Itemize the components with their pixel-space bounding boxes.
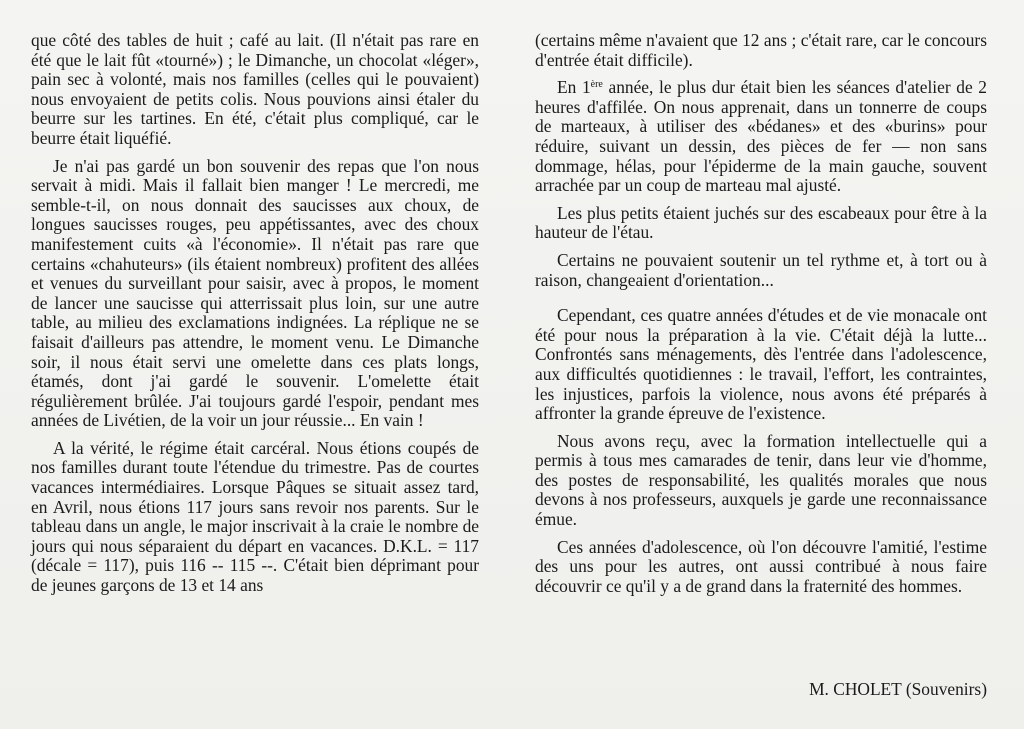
paragraph-moral-qualities: Nous avons reçu, avec la formation intellectuelle qui a permis à tous mes camarades de tenir, dans leur vie d'homme, des postes de responsabilité, les qualités morales que nous devons à nos professeurs, auxquels je garde une reconnaissance émue. bbox=[535, 430, 987, 530]
paragraph-breakfast: que côté des tables de huit ; café au lait. (Il n'était pas rare en été que le lait fût «tourné») ; le Dimanche, un chocolat «léger», pain sec à volonté, mais nos familles (celles qui le pouvaient) nous envoyaient de petits colis. Nous pouvions ainsi étaler du beurre sur les tartines. En été, c'était plus compliqué, car le beurre était liquéfié. bbox=[31, 30, 479, 148]
paragraph-small-students: Les plus petits étaient juchés sur des escabeaux pour être à la hauteur de l'étau. bbox=[535, 202, 987, 243]
author-signature: M. CHOLET (Souvenirs) bbox=[809, 679, 987, 699]
paragraph-first-year-workshop bbox=[535, 78, 987, 196]
right-column bbox=[535, 31, 987, 596]
paragraph-preparation-for-life: Cependant, ces quatre années d'études et de vie monacale ont été pour nous la préparation à la vie. C'était déjà la lutte... Confrontés sans ménagements, dès l'entrée dans l'adolescence, aux difficultés quotidiennes : le travail, l'effort, les contraintes, les injustices, parfois la violence, nous avons été préparés à affronter la grande épreuve de l'existence. bbox=[535, 305, 987, 424]
paragraph-orientation-change: Certains ne pouvaient soutenir un tel rythme et, à tort ou à raison, changeaient d'orientation... bbox=[535, 249, 987, 290]
left-column bbox=[31, 31, 479, 596]
paragraph-fraternity: Ces années d'adolescence, où l'on découvre l'amitié, l'estime des uns pour les autres, ont aussi contribué à nous faire découvrir ce qu'il y a de grand dans la fraternité des hommes. bbox=[535, 536, 987, 596]
paragraph-age-note: (certains même n'avaient que 12 ans ; c'était rare, car le concours d'entrée était difficile). bbox=[535, 30, 987, 70]
paragraph-carceral-regime: A la vérité, le régime était carcéral. Nous étions coupés de nos familles durant toute l'étendue du trimestre. Pas de courtes vacances intermédiaires. Lorsque Pâques se situait assez tard, en Avril, nous étions 117 jours sans revoir nos parents. Sur le tableau dans un angle, le major inscrivait à la craie le nombre de jours qui nous séparaient du départ en vacances. D.K.L. = 117 (décale = 117), puis 116 -- 115 --. C'était bien déprimant pour de jeunes garçons de 13 et 14 ans bbox=[31, 437, 479, 596]
first-year-text: année, le plus dur était bien les séances d'atelier de 2 heures d'affilée. On nous apprenait, dans un tonnerre de coups de marteaux, à utiliser des «bédanes» et des «burins» pour réduire, suivant un dessin, des pièces de fer — non sans dommage, hélas, pour l'épiderme de la main gauche, souvent arrachée par un coup de marteau mal ajusté. bbox=[535, 77, 987, 196]
first-year-prefix: En 1 bbox=[557, 77, 591, 98]
ordinal-superscript: ère bbox=[590, 79, 603, 91]
paragraph-lunch-memories: Je n'ai pas gardé un bon souvenir des repas que l'on nous servait à midi. Mais il fallait bien manger ! Le mercredi, me semble-t-il, on nous donnait des saucisses aux choux, de longues saucisses rouges, peu appétissantes, avec des choux manifestement cuits «à l'économie». Il n'était pas rare que certains «chahuteurs» (ils étaient nombreux) profitent des allées et venues du surveillant pour saisir, avec à propos, le moment de lancer une saucisse qui atterrissait plus loin, sur une autre table, au milieu des exclamations indignées. La réplique ne se faisait d'ailleurs pas attendre, le moment venu. Le Dimanche soir, il nous était servi une omelette dans ces plats longs, étamés, dont j'ai gardé le souvenir. L'omelette était régulièrement brûlée. J'ai toujours gardé l'espoir, pendant mes années de Livétien, de la voir un jour réussie... En vain ! bbox=[31, 155, 479, 431]
